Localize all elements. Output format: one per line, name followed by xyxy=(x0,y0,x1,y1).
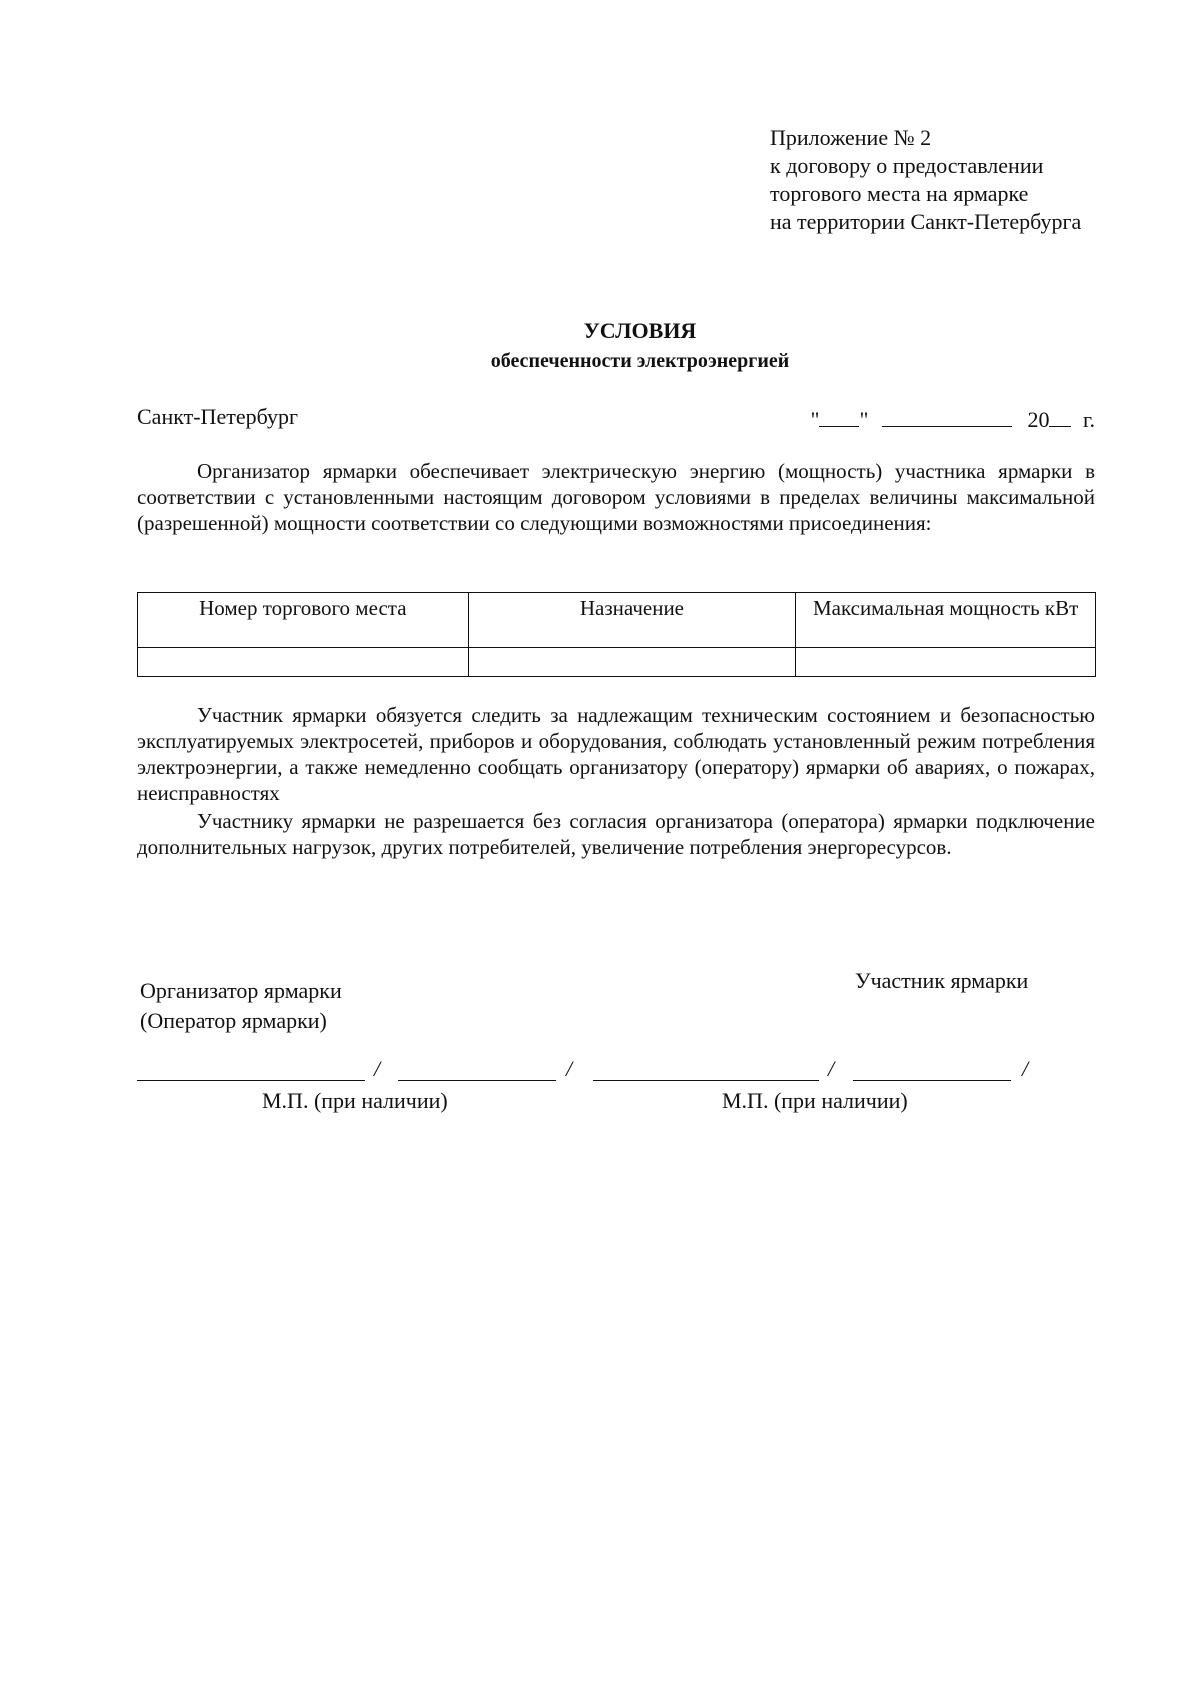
power-table xyxy=(137,592,1096,677)
date-close-quote: " xyxy=(859,407,869,432)
signature-slash-3: / xyxy=(828,1056,835,1081)
appendix-line-3: торгового места на ярмарке xyxy=(770,181,1029,206)
appendix-line-4: на территории Санкт-Петербурга xyxy=(770,209,1082,234)
appendix-line-1: Приложение № 2 xyxy=(770,125,932,150)
appendix-line-2: к договору о предоставлении xyxy=(770,153,1044,178)
stamp-label-left: М.П. (при наличии) xyxy=(262,1088,448,1113)
stamp-label-right: М.П. (при наличии) xyxy=(722,1088,908,1113)
cell-purpose[interactable] xyxy=(468,648,796,677)
operator-label: (Оператор ярмарки) xyxy=(140,1008,327,1033)
participant-signature-line[interactable] xyxy=(593,1070,819,1081)
organizer-signature-line[interactable] xyxy=(137,1070,365,1081)
organizer-signature-label xyxy=(140,976,342,1036)
organizer-name-line[interactable] xyxy=(398,1070,556,1081)
cell-place-number[interactable] xyxy=(138,648,469,677)
year-suffix: г. xyxy=(1082,407,1095,432)
obligations-paragraph: Участник ярмарки обязуется следить за надлежащим техническим состоянием и безопасностью эксплуатируемых электросетей, приборов и оборудования, соблюдать установленный режим потребления электроэнергии, а также немедленно сообщать организатору (оператору) ярмарки об авариях, о пожарах, неисправностях xyxy=(137,703,1095,805)
intro-paragraph: Организатор ярмарки обеспечивает электрическую энергию (мощность) участника ярмарки в соответствии с установленными настоящим договором условиями в пределах величины максимальной (разрешенной) мощности соответствии со следующими возможностями присоединения: xyxy=(137,459,1095,535)
year-blank[interactable] xyxy=(1049,404,1071,427)
signature-slash-1: / xyxy=(374,1056,381,1081)
organizer-label: Организатор ярмарки xyxy=(140,978,342,1003)
table-header-row xyxy=(138,593,1096,648)
restrictions-paragraph: Участнику ярмарки не разрешается без согласия организатора (оператора) ярмарки подключение дополнительных нагрузок, других потребителей, увеличение потребления энергоресурсов. xyxy=(137,809,1095,859)
document-subtitle: обеспеченности электроэнергией xyxy=(490,350,790,372)
document-title: УСЛОВИЯ xyxy=(583,318,697,343)
cell-max-power[interactable] xyxy=(796,648,1096,677)
header-purpose: Назначение xyxy=(468,593,796,648)
header-max-power: Максимальная мощность кВт xyxy=(796,593,1096,648)
date-open-quote: " xyxy=(810,407,820,432)
participant-signature-label: Участник ярмарки xyxy=(855,968,1029,993)
table-row xyxy=(138,648,1096,677)
date-line xyxy=(810,404,1095,433)
signature-slash-4: / xyxy=(1022,1056,1029,1081)
header-place-number: Номер торгового места xyxy=(138,593,469,648)
appendix-header xyxy=(770,124,1081,236)
year-prefix: 20 xyxy=(1027,407,1050,432)
day-blank[interactable] xyxy=(819,404,859,427)
signature-slash-2: / xyxy=(566,1056,573,1081)
month-blank[interactable] xyxy=(882,404,1012,427)
city-name: Санкт-Петербург xyxy=(137,404,298,429)
participant-name-line[interactable] xyxy=(853,1070,1011,1081)
